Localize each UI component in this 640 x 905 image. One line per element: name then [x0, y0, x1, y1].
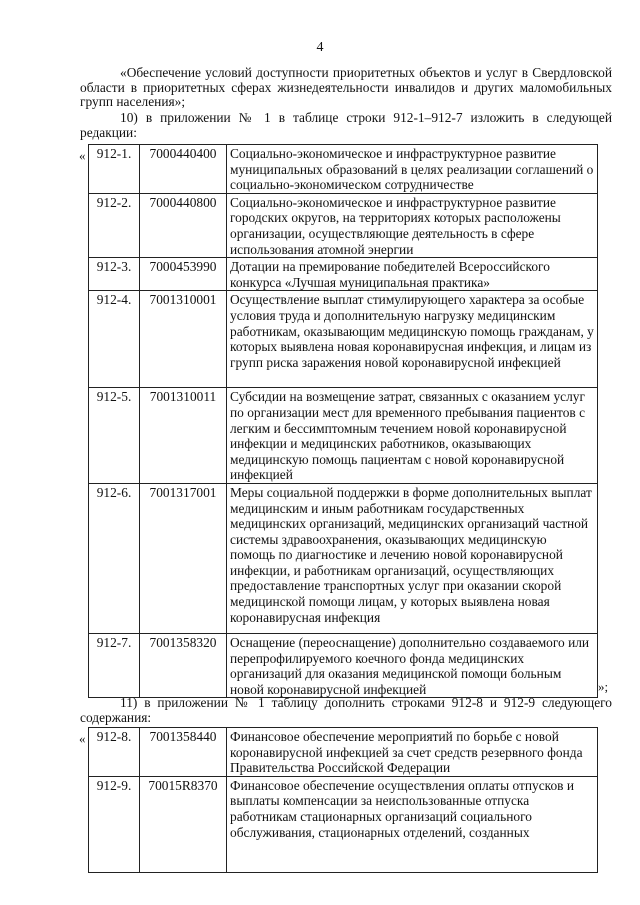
target-article-code-cell: 7001310001 [140, 291, 227, 388]
table-row [89, 633, 598, 697]
table-row [89, 776, 598, 872]
article-name-cell: Финансовое обеспечение осуществления оплаты отпусков и выплаты компенсации за неиспользованные отпуска работникам стационарных организаций социального обслуживания, стационарных отделений, созданных [227, 776, 598, 872]
table-row [89, 291, 598, 388]
row-number-cell: 912-3. [89, 258, 140, 291]
target-article-code-cell: 7001358320 [140, 633, 227, 697]
target-article-code-cell: 7000453990 [140, 258, 227, 291]
target-article-code-cell: 7001310011 [140, 388, 227, 484]
item-11-paragraph: 11) в приложении № 1 таблицу дополнить строками 912-8 и 912-9 следующего содержания: [80, 695, 612, 725]
article-name-cell: Субсидии на возмещение затрат, связанных с оказанием услуг по организации мест для временного пребывания пациентов с легким и бессимптомным течением новой коронавирусной инфекции и медицинских работников, оказывающих медицинскую помощь пациентам с новой коронавирусной инфекцией [227, 388, 598, 484]
table-row [89, 258, 598, 291]
article-name-cell: Меры социальной поддержки в форме дополнительных выплат медицинским и иным работникам государственных медицинских организаций, медицинских организаций частной системы здравоохранения, оказывающих медицинскую помощь по диагностике и лечению новой коронавирусной инфекции, и работникам организаций, осуществляющих предоставление транспортных услуг при оказании скорой медицинской помощи лицам, у которых выявлена новая коронавирусная инфекция [227, 483, 598, 633]
article-name-cell: Осуществление выплат стимулирующего характера за особые условия труда и дополнительную нагрузку медицинским работникам, оказывающим медицинскую помощь гражданам, у которых выявлена новая коронавирусная инфекция, и лицам из групп риска заражения новой коронавирусной инфекцией [227, 291, 598, 388]
program-title-paragraph: «Обеспечение условий доступности приоритетных объектов и услуг в Свердловской области в приоритетных сферах жизнедеятельности инвалидов и других маломобильных групп населения»; [80, 65, 612, 109]
target-article-code-cell: 7000440800 [140, 193, 227, 257]
table-b-opening-quote: « [79, 731, 86, 746]
article-name-cell: Оснащение (переоснащение) дополнительно создаваемого или перепрофилируемого коечного фонда медицинских организаций для оказания медицинской помощи больным новой коронавирусной инфекцией [227, 633, 598, 697]
budget-table-rows-912-8-to-912-9 [88, 727, 598, 873]
table-row [89, 483, 598, 633]
budget-table-rows-912-1-to-912-7 [88, 144, 598, 698]
table-row [89, 145, 598, 194]
item-10-paragraph: 10) в приложении № 1 в таблице строки 912-1–912-7 изложить в следующей редакции: [80, 110, 612, 140]
table-row [89, 388, 598, 484]
table-a-closing-quote: »; [598, 679, 609, 694]
row-number-cell: 912-1. [89, 145, 140, 194]
article-name-cell: Социально-экономическое и инфраструктурное развитие городских округов, на территориях которых расположены организации, осуществляющие деятельность в сфере использования атомной энергии [227, 193, 598, 257]
article-name-cell: Дотации на премирование победителей Всероссийского конкурса «Лучшая муниципальная практика» [227, 258, 598, 291]
row-number-cell: 912-5. [89, 388, 140, 484]
row-number-cell: 912-9. [89, 776, 140, 872]
page-number: 4 [316, 40, 324, 55]
table-a-opening-quote: « [79, 148, 86, 163]
row-number-cell: 912-8. [89, 728, 140, 777]
row-number-cell: 912-2. [89, 193, 140, 257]
target-article-code-cell: 70015R8370 [140, 776, 227, 872]
target-article-code-cell: 7001358440 [140, 728, 227, 777]
table-row [89, 193, 598, 257]
row-number-cell: 912-7. [89, 633, 140, 697]
article-name-cell: Социально-экономическое и инфраструктурное развитие муниципальных образований в целях реализации соглашений о социально-экономическом сотрудничестве [227, 145, 598, 194]
target-article-code-cell: 7001317001 [140, 483, 227, 633]
target-article-code-cell: 7000440400 [140, 145, 227, 194]
article-name-cell: Финансовое обеспечение мероприятий по борьбе с новой коронавирусной инфекцией за счет средств резервного фонда Правительства Российской Федерации [227, 728, 598, 777]
row-number-cell: 912-6. [89, 483, 140, 633]
row-number-cell: 912-4. [89, 291, 140, 388]
table-row [89, 728, 598, 777]
